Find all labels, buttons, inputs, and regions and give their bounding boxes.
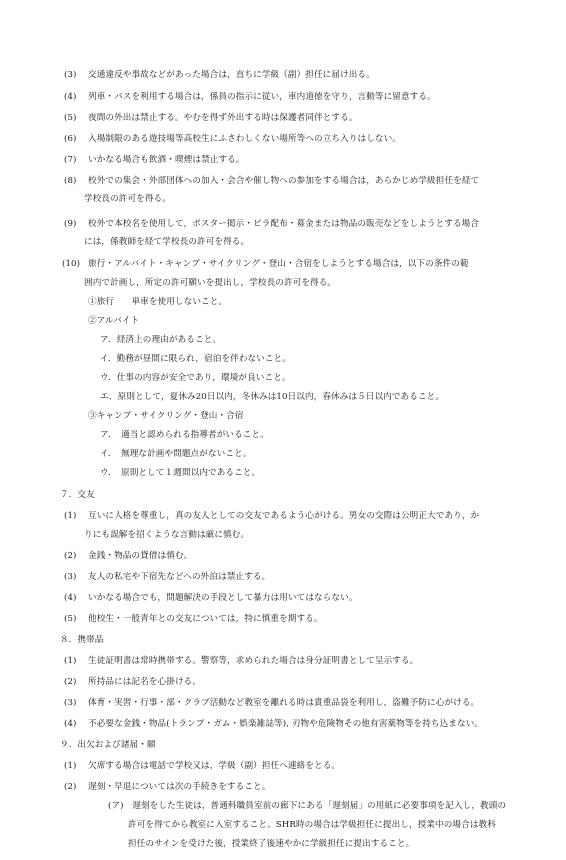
sub-item: ①旅行 単車を使用しないこと。	[88, 297, 228, 307]
item-number: (4)	[64, 593, 77, 603]
rule-text: 不必要な金銭・物品(トランプ・ガム・娯楽雑誌等), 刃物や危険物その他有害薬物等を持ち込まない。	[88, 719, 484, 729]
rule-text: 校外で本校名を使用して，ポスター掲示・ビラ配布・募金または物品の販売などをしようとする場合	[88, 219, 480, 229]
sub-sub-item: エ．原則として，夏休み20日以内，冬休みは10日以内，春休みは５日以内であること。	[100, 392, 445, 402]
sub-sub-item: ア． 適当と認められる指導者がいること。	[100, 430, 269, 440]
item-number: (3)	[64, 70, 77, 80]
item-number: (10)	[62, 259, 81, 269]
item-number: (1)	[64, 511, 77, 521]
rule-text: 列車・バスを利用する場合は，係員の指示に従い，車内道徳を守り，言動等に留意する。	[88, 92, 436, 102]
sub-sub-item: ウ． 原則として１週間以内であること。	[100, 468, 261, 478]
item-number: (2)	[64, 551, 77, 561]
rule-text: 友人の私宅や下宿先などへの外泊は禁止する。	[88, 572, 271, 582]
item-number: (2)	[64, 782, 77, 792]
section-heading: ９．出欠および諸届・願	[60, 740, 156, 750]
sub-item: ②アルバイト	[88, 316, 140, 326]
sub-item-continued: 担任のサインを受けた後，授業終了後速やかに学級担任に提出すること。	[128, 839, 415, 849]
rule-text: 金銭・物品の貸借は慎む。	[88, 551, 193, 561]
rule-text-continued: 囲内で計画し，所定の許可願いを提出し，学校長の許可を得る。	[84, 278, 337, 288]
clipped-continuation	[0, 800, 566, 860]
rule-text-continued: には，係教師を経て学校長の許可を得る。	[84, 237, 250, 247]
rule-text: 夜間の外出は禁止する。やむを得ず外出する時は保護者同伴とする。	[88, 113, 358, 123]
rule-text: 交通違反や事故などがあった場合は，直ちに学級（副）担任に届け出る。	[88, 70, 375, 80]
sub-item: (ア) 遅刻をした生徒は，普通科職員室前の廊下にある「遅刻届」の用紙に必要事項を記入し，教頭の	[108, 801, 507, 811]
rule-text: 他校生・一般青年との交友については，特に慎重を期する。	[88, 614, 323, 624]
rule-text: 互いに人格を尊重し，真の友人としての交友であるよう心がける。男女の交際は公明正大であり，か	[88, 511, 480, 521]
item-number: (1)	[64, 656, 77, 666]
item-number: (6)	[64, 134, 77, 144]
section-heading: ８．携帯品	[60, 635, 104, 645]
rule-text: いかなる場合でも，問題解決の手段として暴力は用いてはならない。	[88, 593, 358, 603]
item-number: (4)	[64, 92, 77, 102]
sub-sub-item: イ．勤務が昼間に限られ，宿泊を伴わないこと。	[100, 354, 292, 364]
sub-sub-item: ウ．仕事の内容が安全であり，環境が良いこと。	[100, 373, 291, 383]
sub-item: ③キャンプ・サイクリング・登山・合宿	[88, 411, 244, 421]
item-number: (9)	[64, 219, 77, 229]
item-number: (7)	[64, 155, 77, 165]
rule-text-continued: りにも誤解を招くような言動は厳に慎む。	[84, 530, 250, 540]
item-number: (3)	[64, 572, 77, 582]
rule-text-continued: 学校長の許可を得る。	[84, 194, 171, 204]
section-heading: ７．交友	[60, 490, 95, 500]
item-number: (1)	[64, 761, 77, 771]
item-number: (4)	[64, 719, 77, 729]
rule-text: 校外での集会・外部団体への加入・会合や催し物への参加をする場合は，あらかじめ学級担任を経て	[88, 176, 480, 186]
sub-sub-item: ア．経済上の理由があること。	[100, 335, 222, 345]
rule-text: いかなる場合も飲酒・喫煙は禁止する。	[88, 155, 245, 165]
rule-text: 欠席する場合は電話で学校又は，学級（副）担任へ連絡をとる。	[88, 761, 341, 771]
rule-text: 所持品には記名を心掛ける。	[88, 677, 202, 687]
rule-text: 旅行・アルバイト・キャンプ・サイクリング・登山・合宿をしようとする場合は，以下の条件の範	[88, 259, 469, 269]
sub-sub-item: イ． 無理な計画や問題点がないこと。	[100, 449, 252, 459]
rule-text: 入場制限のある遊技場等高校生にふさわしくない場所等への立ち入りはしない。	[88, 134, 401, 144]
item-number: (5)	[64, 614, 77, 624]
item-number: (2)	[64, 677, 77, 687]
sub-item-continued: 許可を得てから教室に入室すること。SHR時の場合は学級担任に提出し，授業中の場合は教科	[128, 820, 496, 830]
item-number: (8)	[64, 176, 77, 186]
rule-text: 体育・実習・行事・部・クラブ活動など教室を離れる時は貴重品袋を利用し，盗難予防に心がける。	[88, 698, 480, 708]
item-number: (3)	[64, 698, 77, 708]
rule-text: 生徒証明書は常時携帯する。警察等，求められた場合は身分証明書として呈示する。	[88, 656, 419, 666]
rule-text: 遅刻・早退については次の手続きをすること。	[88, 782, 271, 792]
item-number: (5)	[64, 113, 77, 123]
